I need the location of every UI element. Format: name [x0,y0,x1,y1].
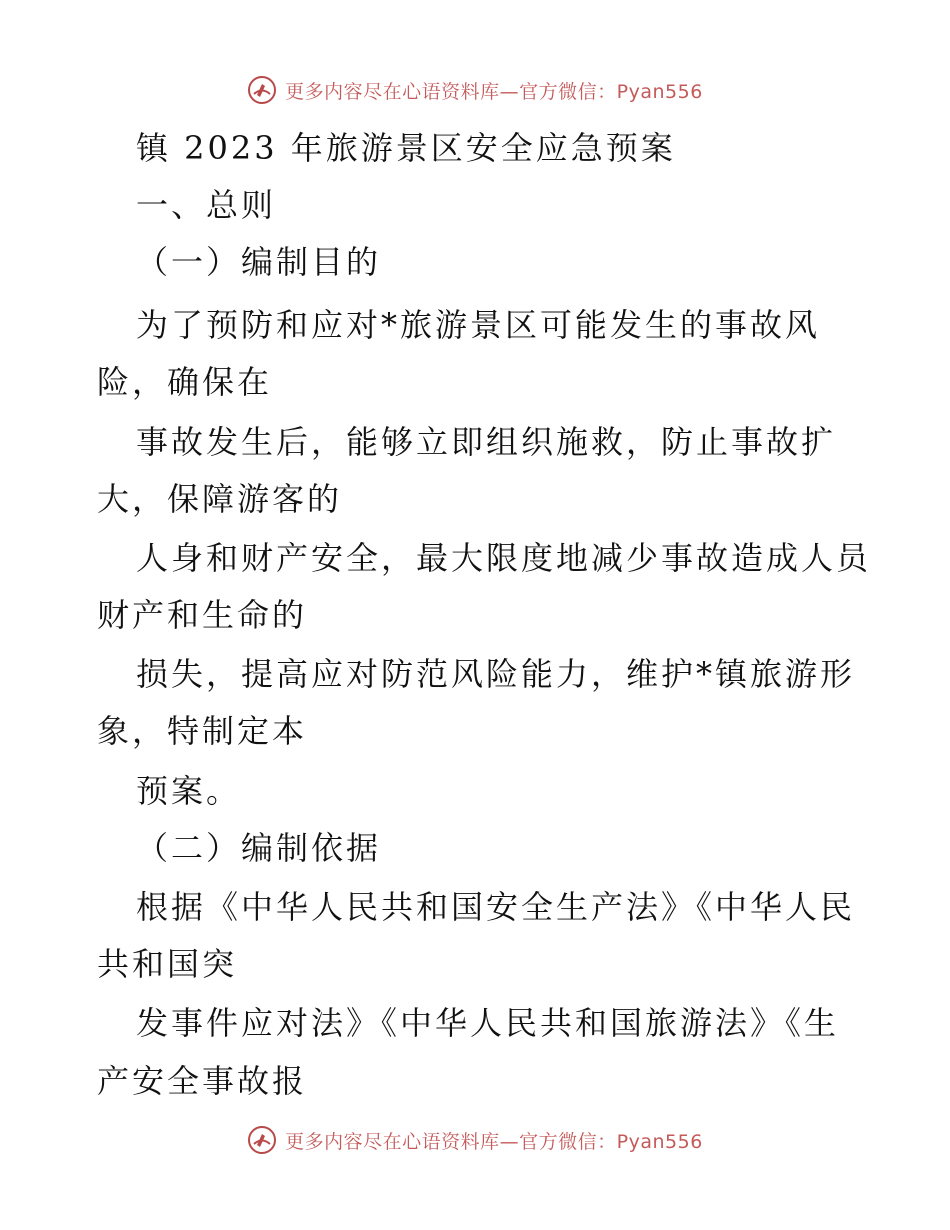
paragraph-line: 产安全事故报 [97,1062,308,1100]
book-pen-logo-icon [247,75,277,105]
paragraph-line: 共和国突 [97,945,238,983]
footer-banner [0,1120,950,1160]
paragraph-line: 事故发生后，能够立即组织施救，防止事故扩 [136,423,837,461]
subsection-heading: （一）编制目的 [136,243,382,281]
paragraph-line: 财产和生命的 [97,596,308,634]
subsection-heading: （二）编制依据 [136,829,382,867]
header-banner-text: 更多内容尽在心语资料库—官方微信：Pyan556 [285,80,703,103]
paragraph-line: 大，保障游客的 [97,480,343,518]
book-pen-logo-icon [247,1125,277,1155]
section-heading: 一、总则 [136,186,277,224]
paragraph-line: 人身和财产安全，最大限度地减少事故造成人员 [136,539,872,577]
paragraph-line: 发事件应对法》《中华人民共和国旅游法》《生 [136,1004,840,1042]
footer-banner-text: 更多内容尽在心语资料库—官方微信：Pyan556 [285,1130,703,1153]
paragraph-line: 象，特制定本 [97,712,308,750]
document-title: 镇 2023 年旅游景区安全应急预案 [136,129,676,167]
header-banner [0,70,950,110]
paragraph-line: 为了预防和应对*旅游景区可能发生的事故风 [136,306,821,344]
paragraph-line: 根据《中华人民共和国安全生产法》《中华人民 [136,888,856,926]
paragraph-line: 预案。 [136,772,242,810]
paragraph-line: 损失，提高应对防范风险能力，维护*镇旅游形 [136,655,856,693]
paragraph-line: 险，确保在 [97,363,273,401]
